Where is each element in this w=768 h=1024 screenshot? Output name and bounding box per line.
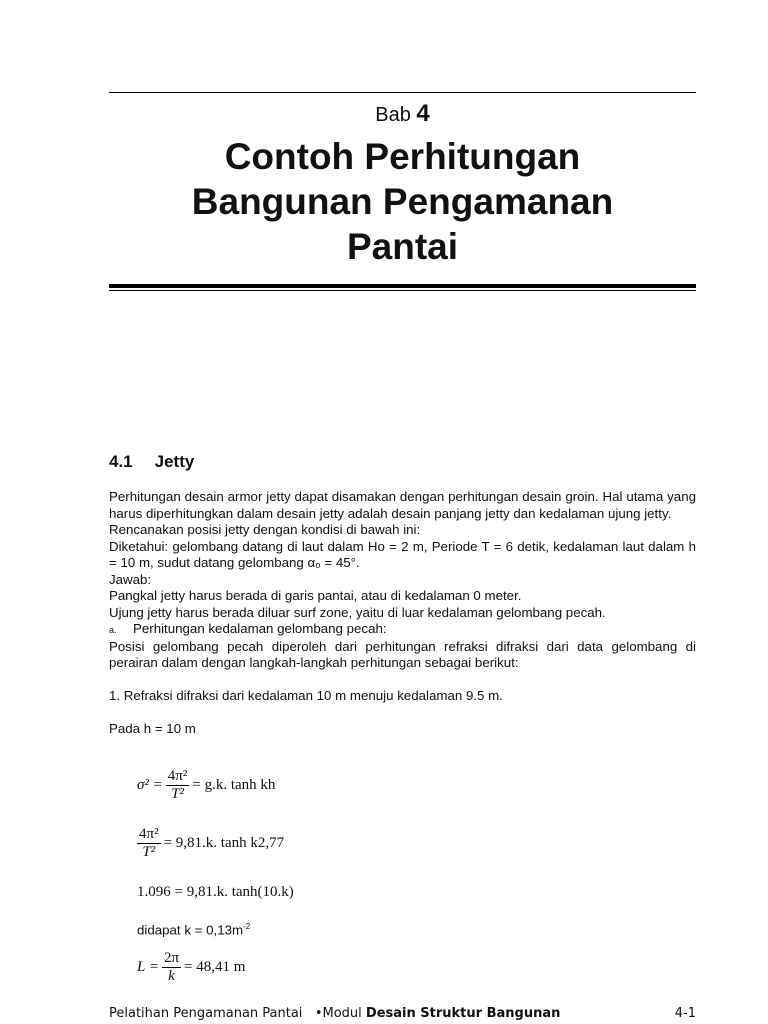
bottom-rule-thin	[109, 290, 696, 291]
eq-den: T²	[142, 844, 156, 860]
result-k	[137, 922, 250, 937]
eq-den: k	[168, 968, 175, 984]
eq-rhs: = 48,41 m	[184, 958, 246, 975]
eq-lhs: σ² =	[137, 776, 163, 793]
eq-num: 4π²	[167, 768, 188, 784]
paragraph: Rencanakan posisi jetty dengan kondisi di bawah ini:	[109, 522, 421, 537]
chapter-number: 4	[416, 100, 430, 127]
section-number: 4.1	[109, 452, 133, 471]
page-footer	[109, 1006, 696, 1021]
chapter-word: Bab	[375, 104, 411, 126]
chapter-title	[109, 134, 696, 269]
paragraph: Pada h = 10 m	[109, 721, 196, 736]
equation-3: 1.096 = 9,81.k. tanh(10.k)	[137, 884, 294, 900]
section-title: Jetty	[154, 452, 195, 471]
page-number: 4-1	[674, 1006, 696, 1021]
paragraph: 1. Refraksi difraksi dari kedalaman 10 m menuju kedalaman 9.5 m.	[109, 688, 503, 703]
body-text	[109, 489, 696, 738]
paragraph: Perhitungan desain armor jetty dapat disamakan dengan perhitungan desain groin. Hal utama yang harus diperhitungkan dalam desain jetty adalah desain panjang jetty dan kedalaman ujung jetty.	[109, 489, 696, 521]
equation-4	[137, 950, 245, 985]
title-line: Contoh Perhitungan	[224, 136, 581, 177]
list-item	[109, 621, 696, 639]
bottom-rule	[109, 284, 696, 288]
section-heading	[109, 452, 194, 472]
paragraph: Diketahui: gelombang datang di laut dalam Ho = 2 m, Periode T = 6 detik, kedalaman laut dalam h = 10 m, sudut datang gelombang α₀ = 45°.	[109, 538, 696, 570]
bullet: •	[314, 1006, 323, 1021]
list-text: Perhitungan kedalaman gelombang pecah:	[133, 621, 387, 636]
equation-1	[137, 768, 275, 803]
footer-module-title: Desain Struktur Bangunan	[365, 1006, 561, 1021]
eq-den: T²	[171, 786, 184, 802]
title-line: Pantai	[346, 226, 459, 267]
exponent: -2	[243, 922, 251, 931]
eq-num: 2π	[163, 950, 180, 966]
eq-rhs: = g.k. tanh kh	[192, 776, 276, 793]
paragraph: Pangkal jetty harus berada di garis pantai, atau di kedalaman 0 meter.	[109, 588, 522, 603]
paragraph: Jawab:	[109, 571, 152, 587]
footer-course: Pelatihan Pengamanan Pantai	[109, 1006, 303, 1021]
title-line: Bangunan Pengamanan	[191, 181, 614, 222]
eq-rhs: = 9,81.k. tanh k2,77	[163, 834, 285, 851]
footer-modul: Modul	[322, 1006, 362, 1021]
paragraph: Posisi gelombang pecah diperoleh dari perhitungan refraksi difraksi dari data gelombang di perairan dalam dengan langkah-langkah perhitungan sebagai berikut:	[109, 638, 696, 670]
equation-2	[137, 826, 284, 861]
eq-lhs: L =	[137, 958, 159, 975]
top-rule	[109, 92, 696, 93]
list-marker: a.	[109, 625, 117, 635]
chapter-label	[109, 100, 696, 128]
result-text: didapat k = 0,13m	[137, 922, 244, 938]
paragraph: Ujung jetty harus berada diluar surf zone, yaitu di luar kedalaman gelombang pecah.	[109, 604, 606, 620]
eq-num: 4π²	[139, 826, 159, 842]
